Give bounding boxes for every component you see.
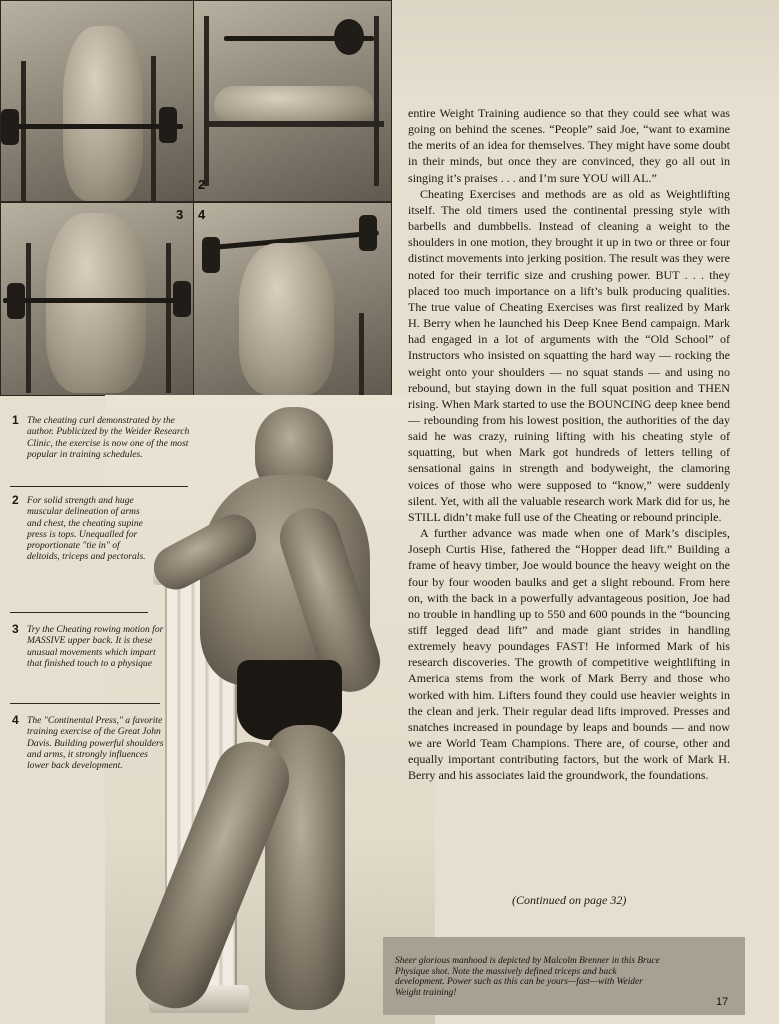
- caption-number: 4: [12, 713, 19, 727]
- caption-4: [12, 715, 167, 771]
- photo-label-3: 3: [176, 207, 184, 222]
- page-number: 17: [716, 996, 729, 1008]
- photo-label-2: 2: [198, 177, 206, 192]
- photo-label-4: 4: [198, 207, 206, 222]
- caption-divider: [10, 486, 188, 487]
- article-paragraph: A further advance was made when one of Mark’s disciples, Joseph Curtis Hise, fathered the “Hopper dead lift.” Building a frame of heavy timber, Joe would bounce the heavy weight on the four by four wooden baulks and get a slight rebound. From here on, with the back in a powerfully advantageous position, Joe had no trouble in handling up to 550 and 600 pounds in the “bouncing stiff legged dead lift” and made giant strides in handling extremely heavy poundages FAST! He informed Mark of his research discoveries. The growth of competitive weightlifting in America stems from the work of Mark Berry and those who worked with him. Lifters found they could use heavier weights in the clean and jerk. Their regular dead lifts improved. Presses and snatches increased in poundage by leaps and bounds — and now we are World Team Champions. There are, of course, other and equally important contributing factors, but the work of Mark H. Berry and his associates laid the groundwork, the foundations.: [408, 526, 730, 783]
- top-margin-shading: [392, 0, 779, 100]
- continued-note: (Continued on page 32): [512, 893, 627, 907]
- caption-number: 3: [12, 622, 19, 636]
- article-paragraph: Cheating Exercises and methods are as old as Weightlifting itself. The old timers used the continental pressing style with barbells and dumbbells. Instead of cleaning a weight to the shoulders in one motion, they brought it up in two or three or four distinct movements into jerking position. The result was they were noted for their terrific size and crushing power. BUT . . . they placed too much importance on a lift’s bulk producing qualities. The true value of Cheating Exercises was first realized by Mark H. Berry when he launched his Deep Knee Bend campaign. Mark had engaged in a lot of arguments with the “Old School” of Instructors who insisted on squatting the hard way — rocking the weight onto your shoulders — no squat stands — and using no rebound, but staying down in the full squat position and THEN rising. When Mark started to use the BOUNCING deep knee bend — rebounding from his lowest position, the authorities of the day said he was crazy, ruining lifting with his cheating style of squatting, but when Mark got hundreds of letters telling of sensational gains in strength and bodyweight, the clamoring voices of those who were supposed to “know,” were suddenly silent. Yet, with all the valuable research work Mark did for us, he STILL didn’t make full use of the Cheating or rebound principle.: [408, 186, 730, 524]
- photo-rowing-motion: [0, 202, 194, 396]
- photo-caption-box: [383, 937, 745, 1015]
- photo-cheating-curl: [0, 0, 194, 202]
- caption-3: [12, 624, 172, 669]
- caption-number: 1: [12, 413, 19, 427]
- caption-2: [12, 495, 147, 563]
- caption-text: For solid strength and huge muscular delineation of arms and chest, the cheating supine press is tops. Unequalled for proportionate "tie in" of deltoids, triceps and pectorals.: [27, 495, 146, 563]
- caption-number: 2: [12, 493, 19, 507]
- photo-continental-press: [193, 202, 392, 396]
- article-body: [408, 105, 730, 784]
- caption-text: The "Continental Press," a favorite training exercise of the Great John Davis. Building powerful shoulders and arms, it strongly influences lower back development.: [27, 715, 164, 772]
- caption-1: [12, 415, 190, 460]
- photo-supine-press: [193, 0, 392, 202]
- caption-divider: [10, 703, 160, 704]
- caption-text: Try the Cheating rowing motion for MASSIVE upper back. It is these unusual movements which impart that finished touch to a physique: [27, 624, 164, 669]
- caption-divider: [10, 612, 148, 613]
- article-paragraph: entire Weight Training audience so that they could see what was going on behind the scenes. “People” said Joe, “want to examine the merits of an idea for themselves. They might have some doubt in their minds, but once they are convinced, they go all out in singing it’s praises . . . and I’m sure YOU will AL.”: [408, 106, 730, 185]
- physique-photo: [105, 395, 435, 1024]
- caption-text: The cheating curl demonstrated by the author. Publicized by the Weider Research Clinic, the exercise is now one of the most popular in training schedules.: [27, 415, 190, 460]
- photo-caption-text: Sheer glorious manhood is depicted by Malcolm Brenner in this Bruce Physique shot. Note the massively defined triceps and back development. Power such as this can be yours—fast—with Weider Weight training!: [395, 956, 660, 998]
